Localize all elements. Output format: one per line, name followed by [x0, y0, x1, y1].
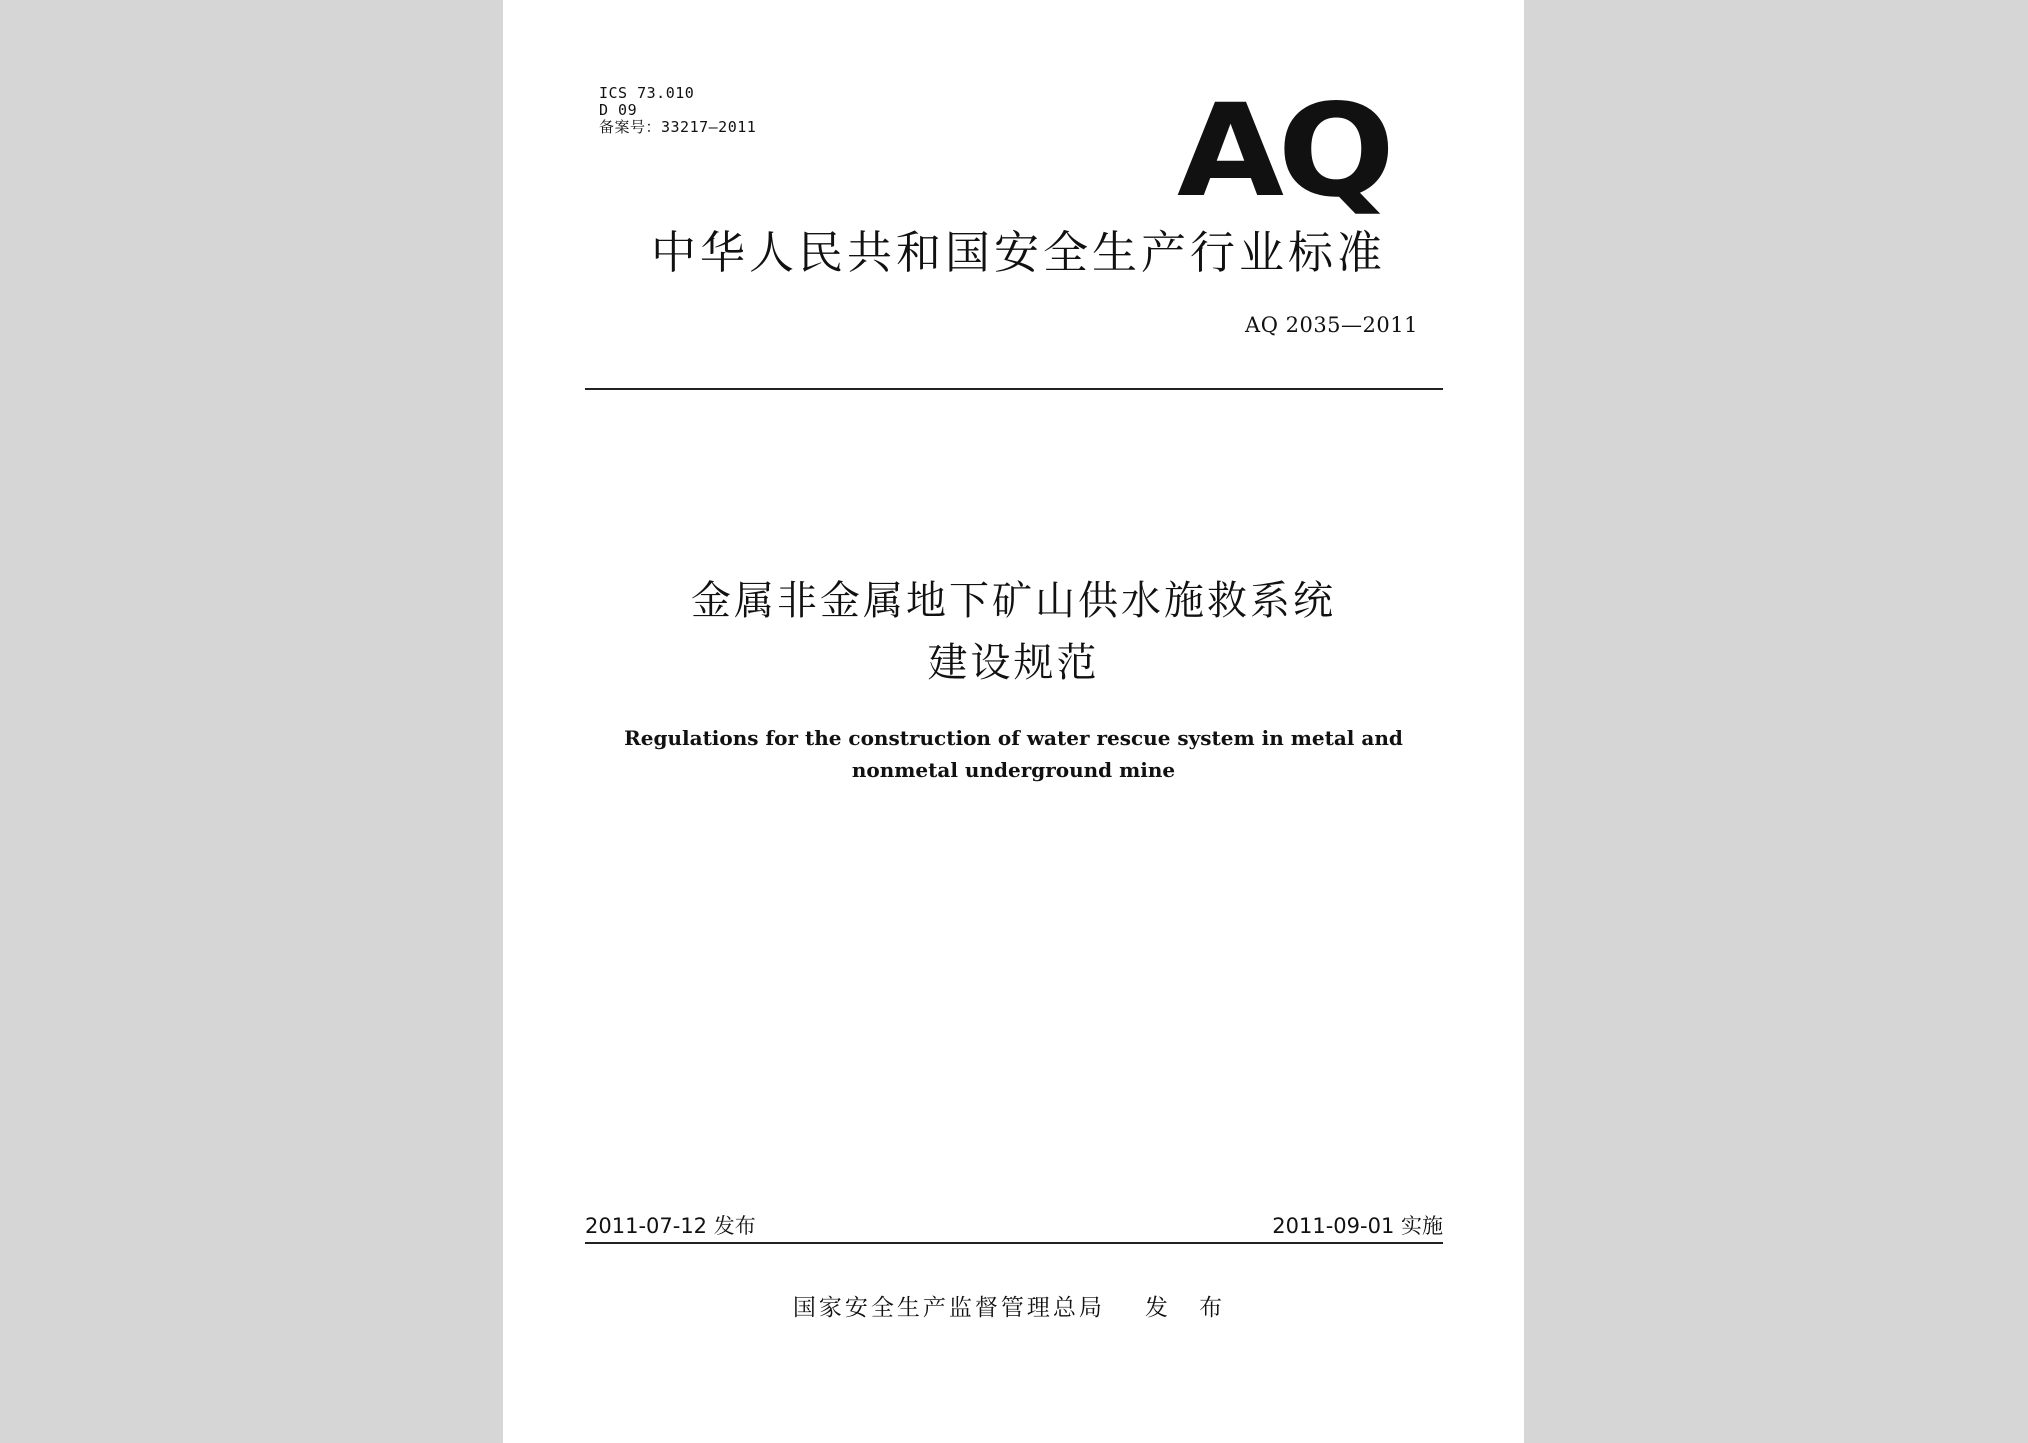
- standard-number: AQ 2035—2011: [1245, 313, 1418, 337]
- issuer-line: [503, 1292, 1524, 1324]
- issuer-name: 国家安全生产监督管理总局: [792, 1295, 1105, 1321]
- english-title-line-2: nonmetal underground mine: [851, 758, 1176, 782]
- aq-logo: AQ: [1177, 77, 1389, 226]
- standard-type-heading: 中华人民共和国安全生产行业标准: [650, 226, 1386, 279]
- document-page: [503, 0, 1524, 1443]
- document-title-line-1: 金属非金属地下矿山供水施救系统: [691, 578, 1336, 624]
- english-title-line-1: Regulations for the construction of water rescue system in metal and: [624, 726, 1403, 750]
- ics-code: ICS 73.010: [599, 84, 695, 102]
- effective-date: 2011-09-01 实施: [1272, 1214, 1443, 1238]
- category-code: D 09: [599, 101, 638, 119]
- filing-number: 备案号：33217—2011: [599, 118, 757, 136]
- issue-date: 2011-07-12 发布: [585, 1214, 756, 1238]
- header-divider: [585, 388, 1443, 390]
- issuer-action: 发 布: [1144, 1295, 1235, 1321]
- document-title-line-2: 建设规范: [927, 640, 1100, 686]
- footer-divider: [585, 1242, 1443, 1244]
